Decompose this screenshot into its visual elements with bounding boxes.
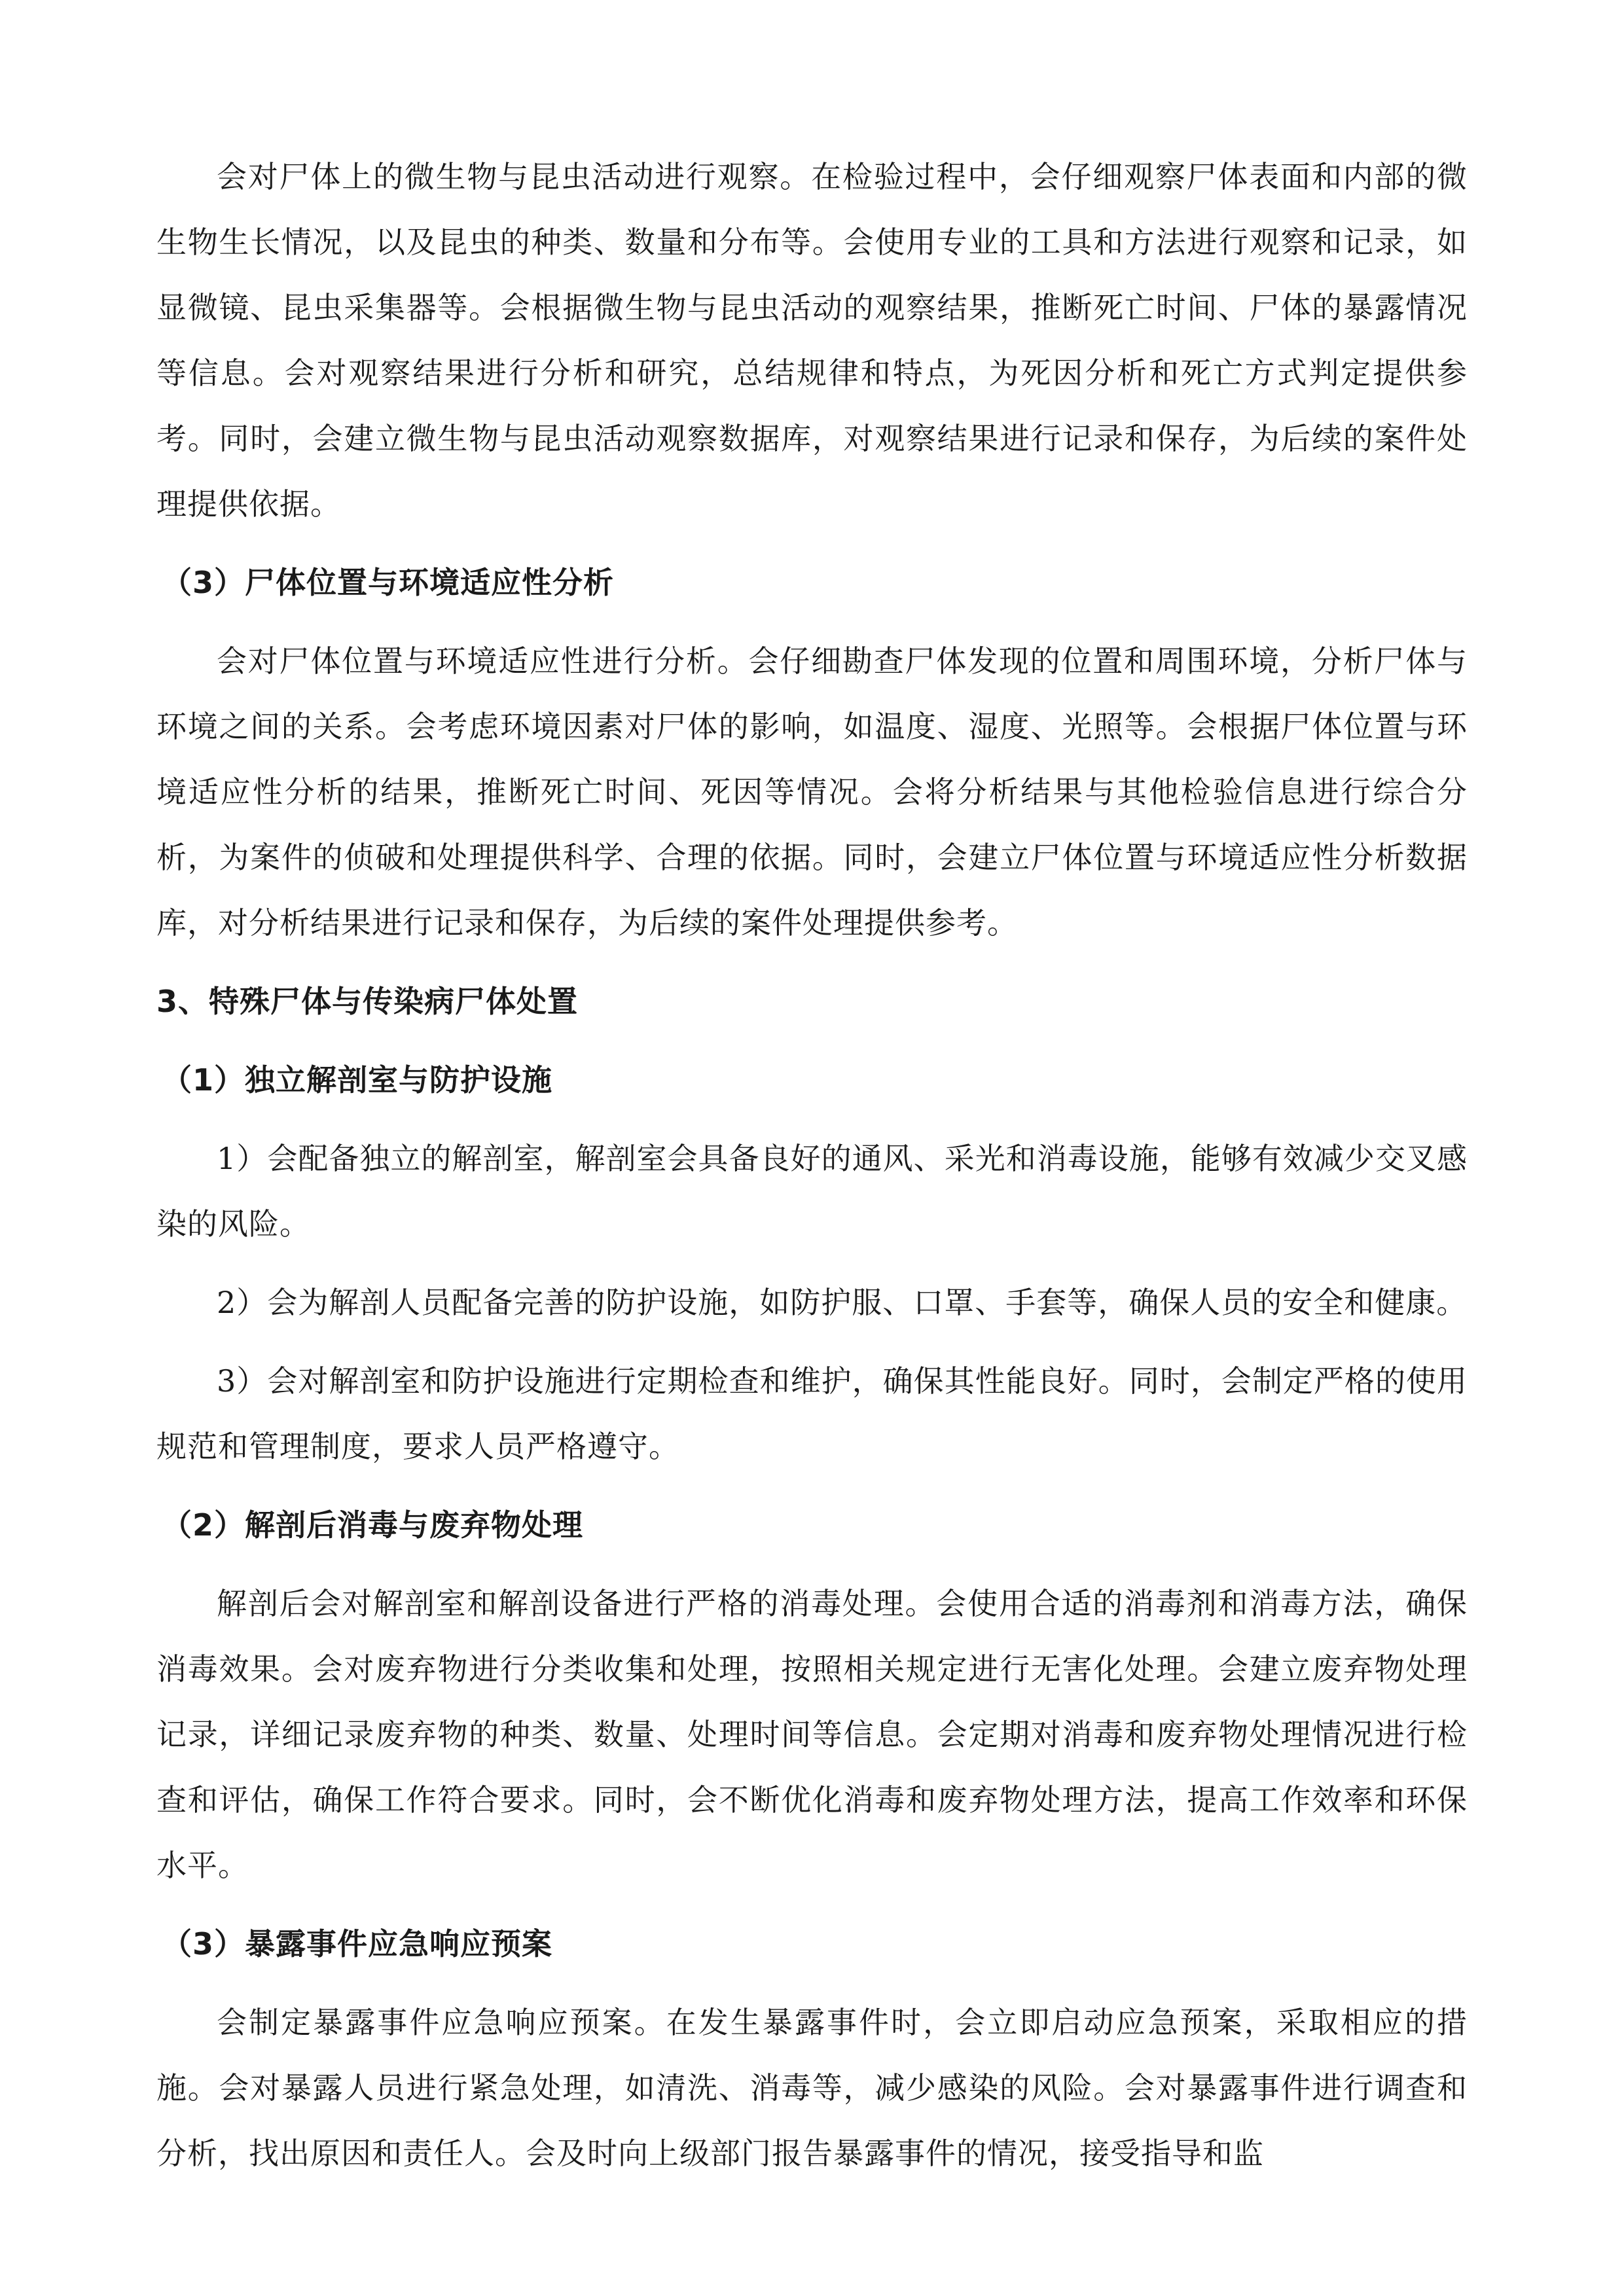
paragraph-autopsy-room-item-2: 2）会为解剖人员配备完善的防护设施，如防护服、口罩、手套等，确保人员的安全和健康。: [217, 1285, 1468, 1320]
section-heading-body-position-analysis: （3）尸体位置与环境适应性分析: [162, 565, 615, 600]
section-heading-disinfection-waste: （2）解剖后消毒与废弃物处理: [162, 1507, 584, 1543]
paragraph-autopsy-room-item-3: 3）会对解剖室和防护设施进行定期检查和维护，确保其性能良好。同时，会制定严格的使用规范和管理制度，要求人员严格遵守。: [156, 1363, 1468, 1464]
section-heading-exposure-emergency-plan: （3）暴露事件应急响应预案: [162, 1926, 553, 1962]
paragraph-exposure-emergency-plan: 会制定暴露事件应急响应预案。在发生暴露事件时，会立即启动应急预案，采取相应的措施。会对暴露人员进行紧急处理，如清洗、消毒等，减少感染的风险。会对暴露事件进行调查和分析，找出原因和责任人。会及时向上级部门报告暴露事件的情况，接受指导和监: [156, 2005, 1468, 2171]
document-body: [156, 144, 1468, 2199]
paragraph-microbe-insect-observation: 会对尸体上的微生物与昆虫活动进行观察。在检验过程中，会仔细观察尸体表面和内部的微生物生长情况，以及昆虫的种类、数量和分布等。会使用专业的工具和方法进行观察和记录，如显微镜、昆虫采集器等。会根据微生物与昆虫活动的观察结果，推断死亡时间、尸体的暴露情况等信息。会对观察结果进行分析和研究，总结规律和特点，为死因分析和死亡方式判定提供参考。同时，会建立微生物与昆虫活动观察数据库，对观察结果进行记录和保存，为后续的案件处理提供依据。: [156, 159, 1468, 522]
section-heading-autopsy-room-protection: （1）独立解剖室与防护设施: [162, 1062, 553, 1098]
paragraph-body-position-analysis: 会对尸体位置与环境适应性进行分析。会仔细勘查尸体发现的位置和周围环境，分析尸体与环境之间的关系。会考虑环境因素对尸体的影响，如温度、湿度、光照等。会根据尸体位置与环境适应性分析的结果，推断死亡时间、死因等情况。会将分析结果与其他检验信息进行综合分析，为案件的侦破和处理提供科学、合理的依据。同时，会建立尸体位置与环境适应性分析数据库，对分析结果进行记录和保存，为后续的案件处理提供参考。: [156, 643, 1468, 941]
paragraph-disinfection-waste: 解剖后会对解剖室和解剖设备进行严格的消毒处理。会使用合适的消毒剂和消毒方法，确保消毒效果。会对废弃物进行分类收集和处理，按照相关规定进行无害化处理。会建立废弃物处理记录，详细记录废弃物的种类、数量、处理时间等信息。会定期对消毒和废弃物处理情况进行检查和评估，确保工作符合要求。同时，会不断优化消毒和废弃物处理方法，提高工作效率和环保水平。: [156, 1586, 1468, 1883]
paragraph-autopsy-room-item-1: 1）会配备独立的解剖室，解剖室会具备良好的通风、采光和消毒设施，能够有效减少交叉感染的风险。: [156, 1141, 1468, 1242]
section-heading-special-infectious-bodies: 3、特殊尸体与传染病尸体处置: [156, 984, 579, 1019]
